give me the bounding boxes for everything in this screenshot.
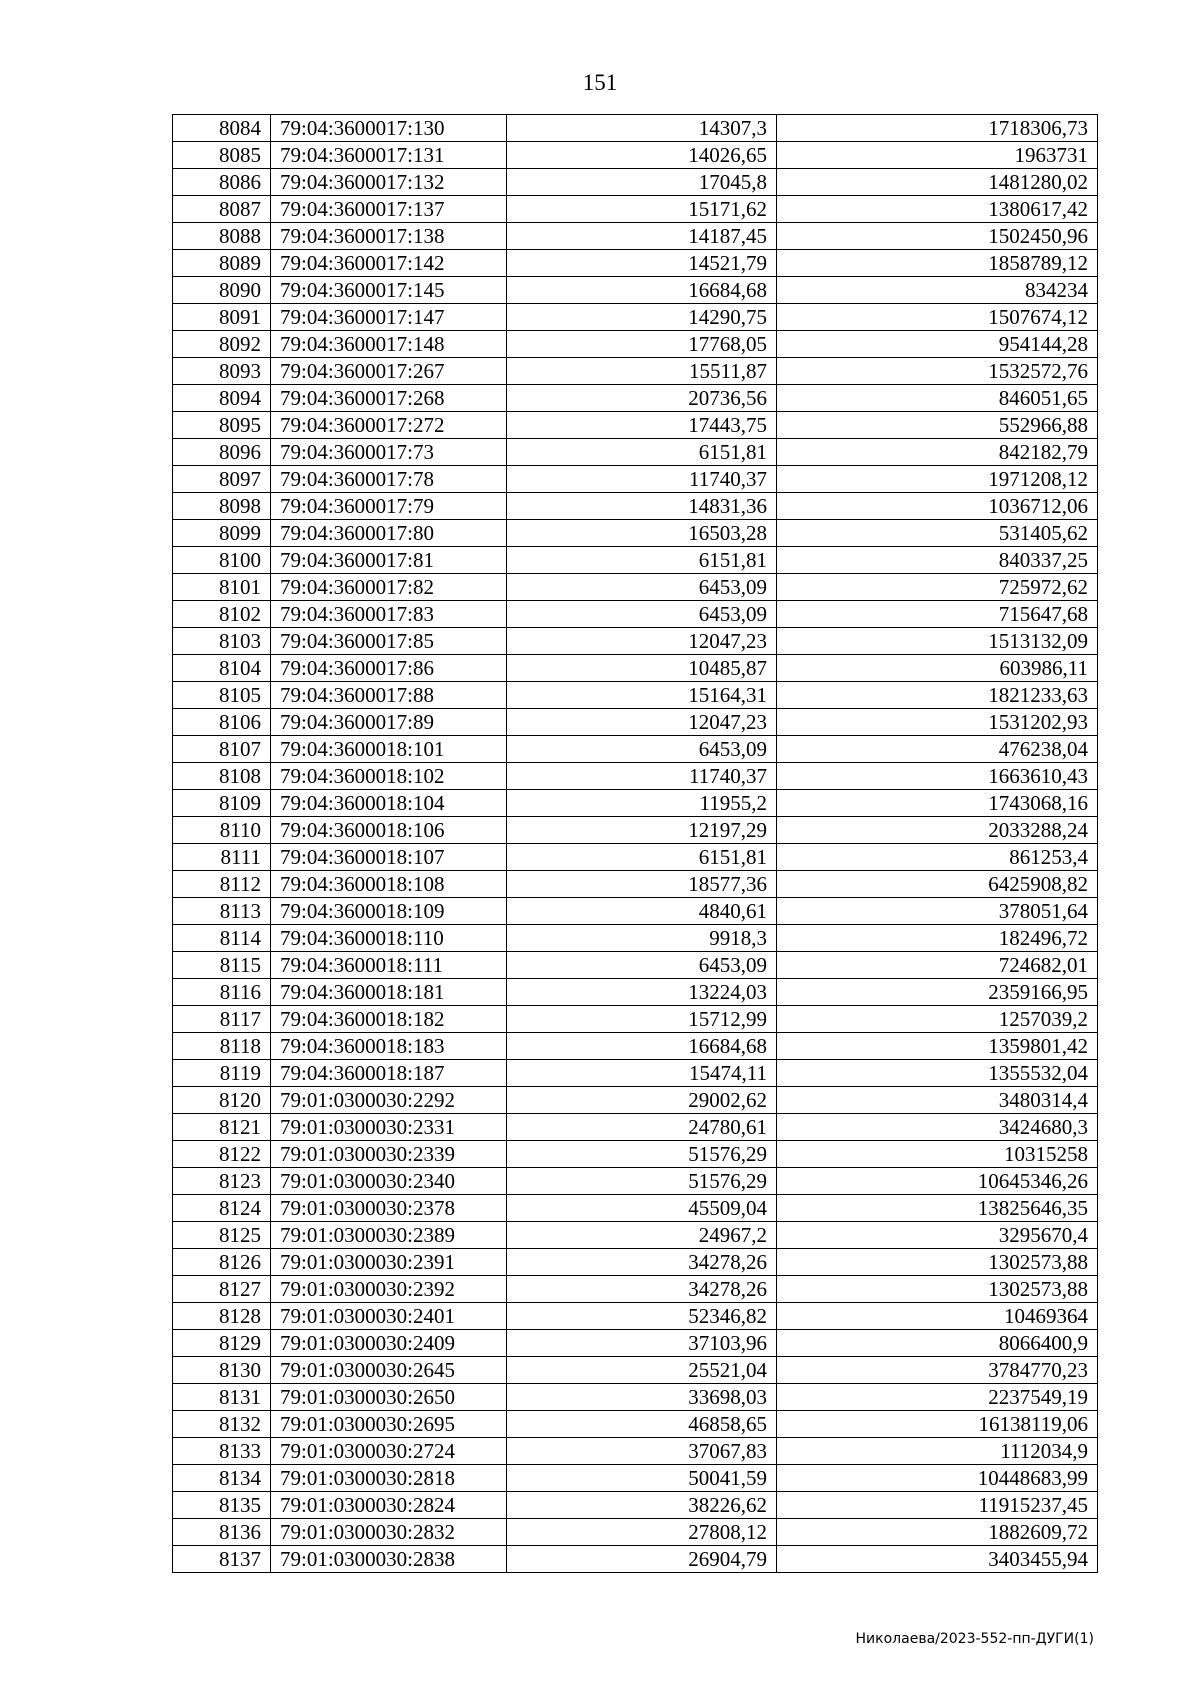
land-plot-table [172, 114, 1098, 1573]
row-number-cell: 8088 [173, 223, 271, 250]
cadastral-number-cell: 79:01:0300030:2818 [271, 1465, 507, 1492]
table-row [173, 250, 1098, 277]
row-number-cell: 8107 [173, 736, 271, 763]
table-row [173, 709, 1098, 736]
area-cell: 9918,3 [507, 925, 777, 952]
area-cell: 37067,83 [507, 1438, 777, 1465]
area-cell: 51576,29 [507, 1141, 777, 1168]
cadastral-number-cell: 79:04:3600017:148 [271, 331, 507, 358]
cadastral-value-cell: 8066400,9 [777, 1330, 1098, 1357]
area-cell: 14026,65 [507, 142, 777, 169]
area-cell: 27808,12 [507, 1519, 777, 1546]
table-row [173, 979, 1098, 1006]
row-number-cell: 8101 [173, 574, 271, 601]
row-number-cell: 8124 [173, 1195, 271, 1222]
cadastral-value-cell: 1257039,2 [777, 1006, 1098, 1033]
table-row [173, 1168, 1098, 1195]
area-cell: 34278,26 [507, 1276, 777, 1303]
cadastral-number-cell: 79:01:0300030:2378 [271, 1195, 507, 1222]
cadastral-number-cell: 79:04:3600017:147 [271, 304, 507, 331]
cadastral-number-cell: 79:04:3600017:267 [271, 358, 507, 385]
row-number-cell: 8086 [173, 169, 271, 196]
cadastral-number-cell: 79:01:0300030:2838 [271, 1546, 507, 1573]
area-cell: 14290,75 [507, 304, 777, 331]
cadastral-value-cell: 531405,62 [777, 520, 1098, 547]
row-number-cell: 8099 [173, 520, 271, 547]
area-cell: 24780,61 [507, 1114, 777, 1141]
table-row [173, 277, 1098, 304]
row-number-cell: 8137 [173, 1546, 271, 1573]
cadastral-value-cell: 10315258 [777, 1141, 1098, 1168]
row-number-cell: 8128 [173, 1303, 271, 1330]
cadastral-number-cell: 79:04:3600018:106 [271, 817, 507, 844]
row-number-cell: 8130 [173, 1357, 271, 1384]
table-row [173, 1060, 1098, 1087]
cadastral-number-cell: 79:04:3600018:181 [271, 979, 507, 1006]
row-number-cell: 8103 [173, 628, 271, 655]
row-number-cell: 8111 [173, 844, 271, 871]
cadastral-number-cell: 79:04:3600017:78 [271, 466, 507, 493]
table-row [173, 601, 1098, 628]
cadastral-value-cell: 724682,01 [777, 952, 1098, 979]
area-cell: 15474,11 [507, 1060, 777, 1087]
cadastral-value-cell: 182496,72 [777, 925, 1098, 952]
table-row [173, 331, 1098, 358]
area-cell: 20736,56 [507, 385, 777, 412]
cadastral-value-cell: 1359801,42 [777, 1033, 1098, 1060]
table-row [173, 628, 1098, 655]
cadastral-value-cell: 846051,65 [777, 385, 1098, 412]
table-row [173, 1195, 1098, 1222]
table-row [173, 1546, 1098, 1573]
table-row [173, 790, 1098, 817]
table-row [173, 1492, 1098, 1519]
table-row [173, 358, 1098, 385]
cadastral-number-cell: 79:04:3600017:81 [271, 547, 507, 574]
table-row [173, 1006, 1098, 1033]
row-number-cell: 8108 [173, 763, 271, 790]
area-cell: 10485,87 [507, 655, 777, 682]
row-number-cell: 8104 [173, 655, 271, 682]
table-row [173, 736, 1098, 763]
cadastral-value-cell: 1481280,02 [777, 169, 1098, 196]
cadastral-number-cell: 79:04:3600017:83 [271, 601, 507, 628]
row-number-cell: 8118 [173, 1033, 271, 1060]
area-cell: 50041,59 [507, 1465, 777, 1492]
table-row [173, 1114, 1098, 1141]
cadastral-value-cell: 1507674,12 [777, 304, 1098, 331]
area-cell: 11955,2 [507, 790, 777, 817]
cadastral-number-cell: 79:04:3600018:187 [271, 1060, 507, 1087]
cadastral-number-cell: 79:01:0300030:2340 [271, 1168, 507, 1195]
table-row [173, 1087, 1098, 1114]
area-cell: 17045,8 [507, 169, 777, 196]
cadastral-value-cell: 1532572,76 [777, 358, 1098, 385]
table-row [173, 1465, 1098, 1492]
table-row [173, 1357, 1098, 1384]
area-cell: 24967,2 [507, 1222, 777, 1249]
table-row [173, 1303, 1098, 1330]
table-row [173, 1330, 1098, 1357]
cadastral-number-cell: 79:04:3600018:104 [271, 790, 507, 817]
table-row [173, 1249, 1098, 1276]
cadastral-number-cell: 79:01:0300030:2389 [271, 1222, 507, 1249]
cadastral-value-cell: 2033288,24 [777, 817, 1098, 844]
cadastral-value-cell: 1858789,12 [777, 250, 1098, 277]
row-number-cell: 8105 [173, 682, 271, 709]
row-number-cell: 8113 [173, 898, 271, 925]
table-row [173, 196, 1098, 223]
area-cell: 4840,61 [507, 898, 777, 925]
row-number-cell: 8129 [173, 1330, 271, 1357]
area-cell: 34278,26 [507, 1249, 777, 1276]
cadastral-number-cell: 79:01:0300030:2832 [271, 1519, 507, 1546]
cadastral-number-cell: 79:01:0300030:2409 [271, 1330, 507, 1357]
cadastral-number-cell: 79:01:0300030:2724 [271, 1438, 507, 1465]
table-row [173, 223, 1098, 250]
cadastral-value-cell: 1380617,42 [777, 196, 1098, 223]
cadastral-number-cell: 79:04:3600017:73 [271, 439, 507, 466]
area-cell: 52346,82 [507, 1303, 777, 1330]
area-cell: 17443,75 [507, 412, 777, 439]
cadastral-number-cell: 79:04:3600018:102 [271, 763, 507, 790]
table-row [173, 304, 1098, 331]
cadastral-number-cell: 79:01:0300030:2650 [271, 1384, 507, 1411]
cadastral-number-cell: 79:04:3600017:79 [271, 493, 507, 520]
area-cell: 15511,87 [507, 358, 777, 385]
area-cell: 15712,99 [507, 1006, 777, 1033]
cadastral-number-cell: 79:04:3600018:101 [271, 736, 507, 763]
table-row [173, 952, 1098, 979]
cadastral-value-cell: 6425908,82 [777, 871, 1098, 898]
row-number-cell: 8133 [173, 1438, 271, 1465]
area-cell: 16684,68 [507, 1033, 777, 1060]
area-cell: 51576,29 [507, 1168, 777, 1195]
cadastral-value-cell: 1971208,12 [777, 466, 1098, 493]
cadastral-value-cell: 10645346,26 [777, 1168, 1098, 1195]
area-cell: 6151,81 [507, 547, 777, 574]
row-number-cell: 8085 [173, 142, 271, 169]
cadastral-value-cell: 1355532,04 [777, 1060, 1098, 1087]
cadastral-number-cell: 79:01:0300030:2392 [271, 1276, 507, 1303]
cadastral-value-cell: 11915237,45 [777, 1492, 1098, 1519]
cadastral-value-cell: 1302573,88 [777, 1276, 1098, 1303]
table-row [173, 655, 1098, 682]
cadastral-number-cell: 79:04:3600017:82 [271, 574, 507, 601]
row-number-cell: 8131 [173, 1384, 271, 1411]
table-row [173, 844, 1098, 871]
cadastral-value-cell: 1743068,16 [777, 790, 1098, 817]
cadastral-value-cell: 1531202,93 [777, 709, 1098, 736]
cadastral-value-cell: 603986,11 [777, 655, 1098, 682]
cadastral-number-cell: 79:01:0300030:2292 [271, 1087, 507, 1114]
table-row [173, 1276, 1098, 1303]
cadastral-value-cell: 16138119,06 [777, 1411, 1098, 1438]
area-cell: 11740,37 [507, 466, 777, 493]
row-number-cell: 8102 [173, 601, 271, 628]
area-cell: 6453,09 [507, 952, 777, 979]
cadastral-number-cell: 79:04:3600017:272 [271, 412, 507, 439]
area-cell: 15171,62 [507, 196, 777, 223]
cadastral-value-cell: 840337,25 [777, 547, 1098, 574]
row-number-cell: 8106 [173, 709, 271, 736]
row-number-cell: 8116 [173, 979, 271, 1006]
table-row [173, 466, 1098, 493]
area-cell: 13224,03 [507, 979, 777, 1006]
cadastral-number-cell: 79:01:0300030:2401 [271, 1303, 507, 1330]
row-number-cell: 8112 [173, 871, 271, 898]
cadastral-number-cell: 79:01:0300030:2824 [271, 1492, 507, 1519]
area-cell: 14187,45 [507, 223, 777, 250]
row-number-cell: 8119 [173, 1060, 271, 1087]
table-row [173, 115, 1098, 142]
row-number-cell: 8094 [173, 385, 271, 412]
cadastral-value-cell: 10448683,99 [777, 1465, 1098, 1492]
cadastral-value-cell: 1663610,43 [777, 763, 1098, 790]
table-row [173, 169, 1098, 196]
cadastral-number-cell: 79:04:3600017:145 [271, 277, 507, 304]
area-cell: 6151,81 [507, 439, 777, 466]
area-cell: 6453,09 [507, 601, 777, 628]
area-cell: 17768,05 [507, 331, 777, 358]
row-number-cell: 8110 [173, 817, 271, 844]
cadastral-number-cell: 79:01:0300030:2391 [271, 1249, 507, 1276]
area-cell: 16503,28 [507, 520, 777, 547]
table-body [173, 115, 1098, 1573]
cadastral-value-cell: 10469364 [777, 1303, 1098, 1330]
row-number-cell: 8120 [173, 1087, 271, 1114]
cadastral-value-cell: 954144,28 [777, 331, 1098, 358]
cadastral-number-cell: 79:04:3600017:86 [271, 655, 507, 682]
area-cell: 33698,03 [507, 1384, 777, 1411]
table-row [173, 1411, 1098, 1438]
area-cell: 12047,23 [507, 628, 777, 655]
cadastral-value-cell: 842182,79 [777, 439, 1098, 466]
cadastral-number-cell: 79:04:3600017:142 [271, 250, 507, 277]
table-row [173, 547, 1098, 574]
cadastral-value-cell: 1821233,63 [777, 682, 1098, 709]
cadastral-number-cell: 79:04:3600018:108 [271, 871, 507, 898]
row-number-cell: 8132 [173, 1411, 271, 1438]
row-number-cell: 8134 [173, 1465, 271, 1492]
cadastral-number-cell: 79:04:3600018:109 [271, 898, 507, 925]
cadastral-value-cell: 1513132,09 [777, 628, 1098, 655]
cadastral-number-cell: 79:01:0300030:2339 [271, 1141, 507, 1168]
row-number-cell: 8084 [173, 115, 271, 142]
cadastral-value-cell: 378051,64 [777, 898, 1098, 925]
cadastral-value-cell: 3424680,3 [777, 1114, 1098, 1141]
row-number-cell: 8135 [173, 1492, 271, 1519]
row-number-cell: 8123 [173, 1168, 271, 1195]
table-row [173, 142, 1098, 169]
table-row [173, 439, 1098, 466]
table-row [173, 493, 1098, 520]
table-row [173, 1384, 1098, 1411]
row-number-cell: 8096 [173, 439, 271, 466]
cadastral-value-cell: 1718306,73 [777, 115, 1098, 142]
cadastral-value-cell: 1882609,72 [777, 1519, 1098, 1546]
area-cell: 15164,31 [507, 682, 777, 709]
cadastral-number-cell: 79:04:3600017:132 [271, 169, 507, 196]
row-number-cell: 8089 [173, 250, 271, 277]
cadastral-number-cell: 79:01:0300030:2695 [271, 1411, 507, 1438]
table-row [173, 763, 1098, 790]
table-row [173, 871, 1098, 898]
cadastral-number-cell: 79:04:3600017:137 [271, 196, 507, 223]
cadastral-number-cell: 79:04:3600018:183 [271, 1033, 507, 1060]
row-number-cell: 8093 [173, 358, 271, 385]
cadastral-number-cell: 79:04:3600017:89 [271, 709, 507, 736]
cadastral-value-cell: 3784770,23 [777, 1357, 1098, 1384]
cadastral-number-cell: 79:04:3600017:268 [271, 385, 507, 412]
cadastral-number-cell: 79:04:3600018:107 [271, 844, 507, 871]
row-number-cell: 8090 [173, 277, 271, 304]
table-row [173, 1438, 1098, 1465]
page-number: 151 [582, 70, 618, 95]
row-number-cell: 8095 [173, 412, 271, 439]
cadastral-number-cell: 79:04:3600017:138 [271, 223, 507, 250]
cadastral-value-cell: 13825646,35 [777, 1195, 1098, 1222]
cadastral-value-cell: 725972,62 [777, 574, 1098, 601]
area-cell: 11740,37 [507, 763, 777, 790]
cadastral-number-cell: 79:01:0300030:2331 [271, 1114, 507, 1141]
area-cell: 6151,81 [507, 844, 777, 871]
area-cell: 46858,65 [507, 1411, 777, 1438]
table-row [173, 385, 1098, 412]
cadastral-value-cell: 715647,68 [777, 601, 1098, 628]
area-cell: 16684,68 [507, 277, 777, 304]
row-number-cell: 8097 [173, 466, 271, 493]
area-cell: 6453,09 [507, 736, 777, 763]
cadastral-number-cell: 79:04:3600017:131 [271, 142, 507, 169]
table-row [173, 1141, 1098, 1168]
cadastral-number-cell: 79:01:0300030:2645 [271, 1357, 507, 1384]
area-cell: 12197,29 [507, 817, 777, 844]
table-row [173, 1222, 1098, 1249]
row-number-cell: 8087 [173, 196, 271, 223]
document-reference: Николаева/2023-552-пп-ДУГИ(1) [855, 1631, 1094, 1647]
cadastral-value-cell: 1112034,9 [777, 1438, 1098, 1465]
row-number-cell: 8127 [173, 1276, 271, 1303]
cadastral-value-cell: 861253,4 [777, 844, 1098, 871]
area-cell: 38226,62 [507, 1492, 777, 1519]
cadastral-number-cell: 79:04:3600018:111 [271, 952, 507, 979]
table-row [173, 898, 1098, 925]
table-row [173, 520, 1098, 547]
table-row [173, 412, 1098, 439]
row-number-cell: 8091 [173, 304, 271, 331]
cadastral-value-cell: 1036712,06 [777, 493, 1098, 520]
area-cell: 14521,79 [507, 250, 777, 277]
row-number-cell: 8114 [173, 925, 271, 952]
row-number-cell: 8100 [173, 547, 271, 574]
area-cell: 18577,36 [507, 871, 777, 898]
row-number-cell: 8117 [173, 1006, 271, 1033]
area-cell: 6453,09 [507, 574, 777, 601]
cadastral-value-cell: 552966,88 [777, 412, 1098, 439]
cadastral-number-cell: 79:04:3600018:182 [271, 1006, 507, 1033]
row-number-cell: 8092 [173, 331, 271, 358]
table-row [173, 817, 1098, 844]
cadastral-value-cell: 3295670,4 [777, 1222, 1098, 1249]
cadastral-value-cell: 1502450,96 [777, 223, 1098, 250]
area-cell: 26904,79 [507, 1546, 777, 1573]
row-number-cell: 8136 [173, 1519, 271, 1546]
cadastral-number-cell: 79:04:3600017:130 [271, 115, 507, 142]
area-cell: 14831,36 [507, 493, 777, 520]
table-row [173, 574, 1098, 601]
cadastral-number-cell: 79:04:3600018:110 [271, 925, 507, 952]
cadastral-number-cell: 79:04:3600017:85 [271, 628, 507, 655]
cadastral-number-cell: 79:04:3600017:88 [271, 682, 507, 709]
row-number-cell: 8126 [173, 1249, 271, 1276]
table-row [173, 682, 1098, 709]
cadastral-value-cell: 834234 [777, 277, 1098, 304]
row-number-cell: 8115 [173, 952, 271, 979]
cadastral-value-cell: 1963731 [777, 142, 1098, 169]
cadastral-value-cell: 476238,04 [777, 736, 1098, 763]
area-cell: 14307,3 [507, 115, 777, 142]
cadastral-value-cell: 1302573,88 [777, 1249, 1098, 1276]
row-number-cell: 8109 [173, 790, 271, 817]
area-cell: 12047,23 [507, 709, 777, 736]
area-cell: 25521,04 [507, 1357, 777, 1384]
cadastral-value-cell: 3480314,4 [777, 1087, 1098, 1114]
area-cell: 37103,96 [507, 1330, 777, 1357]
cadastral-number-cell: 79:04:3600017:80 [271, 520, 507, 547]
row-number-cell: 8122 [173, 1141, 271, 1168]
cadastral-value-cell: 3403455,94 [777, 1546, 1098, 1573]
area-cell: 45509,04 [507, 1195, 777, 1222]
row-number-cell: 8098 [173, 493, 271, 520]
table-row [173, 925, 1098, 952]
table-row [173, 1033, 1098, 1060]
table-row [173, 1519, 1098, 1546]
cadastral-value-cell: 2359166,95 [777, 979, 1098, 1006]
row-number-cell: 8121 [173, 1114, 271, 1141]
area-cell: 29002,62 [507, 1087, 777, 1114]
cadastral-value-cell: 2237549,19 [777, 1384, 1098, 1411]
row-number-cell: 8125 [173, 1222, 271, 1249]
